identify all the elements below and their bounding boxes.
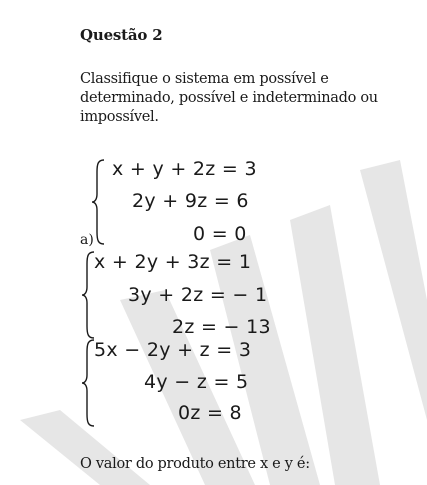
question-title: Questão 2 [80, 26, 163, 44]
system-1-equation-1: x + y + 2z = 3 [112, 158, 257, 180]
prompt-line: Classifique o sistema em possível e [80, 71, 329, 87]
question-footer: O valor do produto entre x e y é: [80, 456, 310, 472]
system-1-equation-2: 2y + 9z = 6 [132, 190, 249, 212]
system-3-equation-1: 5x − 2y + z = 3 [94, 339, 252, 361]
system-1-equation-3: 0 = 0 [193, 223, 247, 245]
system-2-equation-1: x + 2y + 3z = 1 [94, 251, 252, 273]
system-3-equation-3: 0z = 8 [178, 402, 242, 424]
item-label-a: a) [80, 232, 94, 248]
prompt-line: impossível. [80, 109, 159, 125]
question-prompt [80, 70, 420, 127]
system-2-equation-3: 2z = − 13 [172, 316, 271, 338]
system-3-equation-2: 4y − z = 5 [144, 371, 249, 393]
prompt-line: determinado, possível e indeterminado ou [80, 90, 378, 106]
system-2-equation-2: 3y + 2z = − 1 [128, 284, 268, 306]
